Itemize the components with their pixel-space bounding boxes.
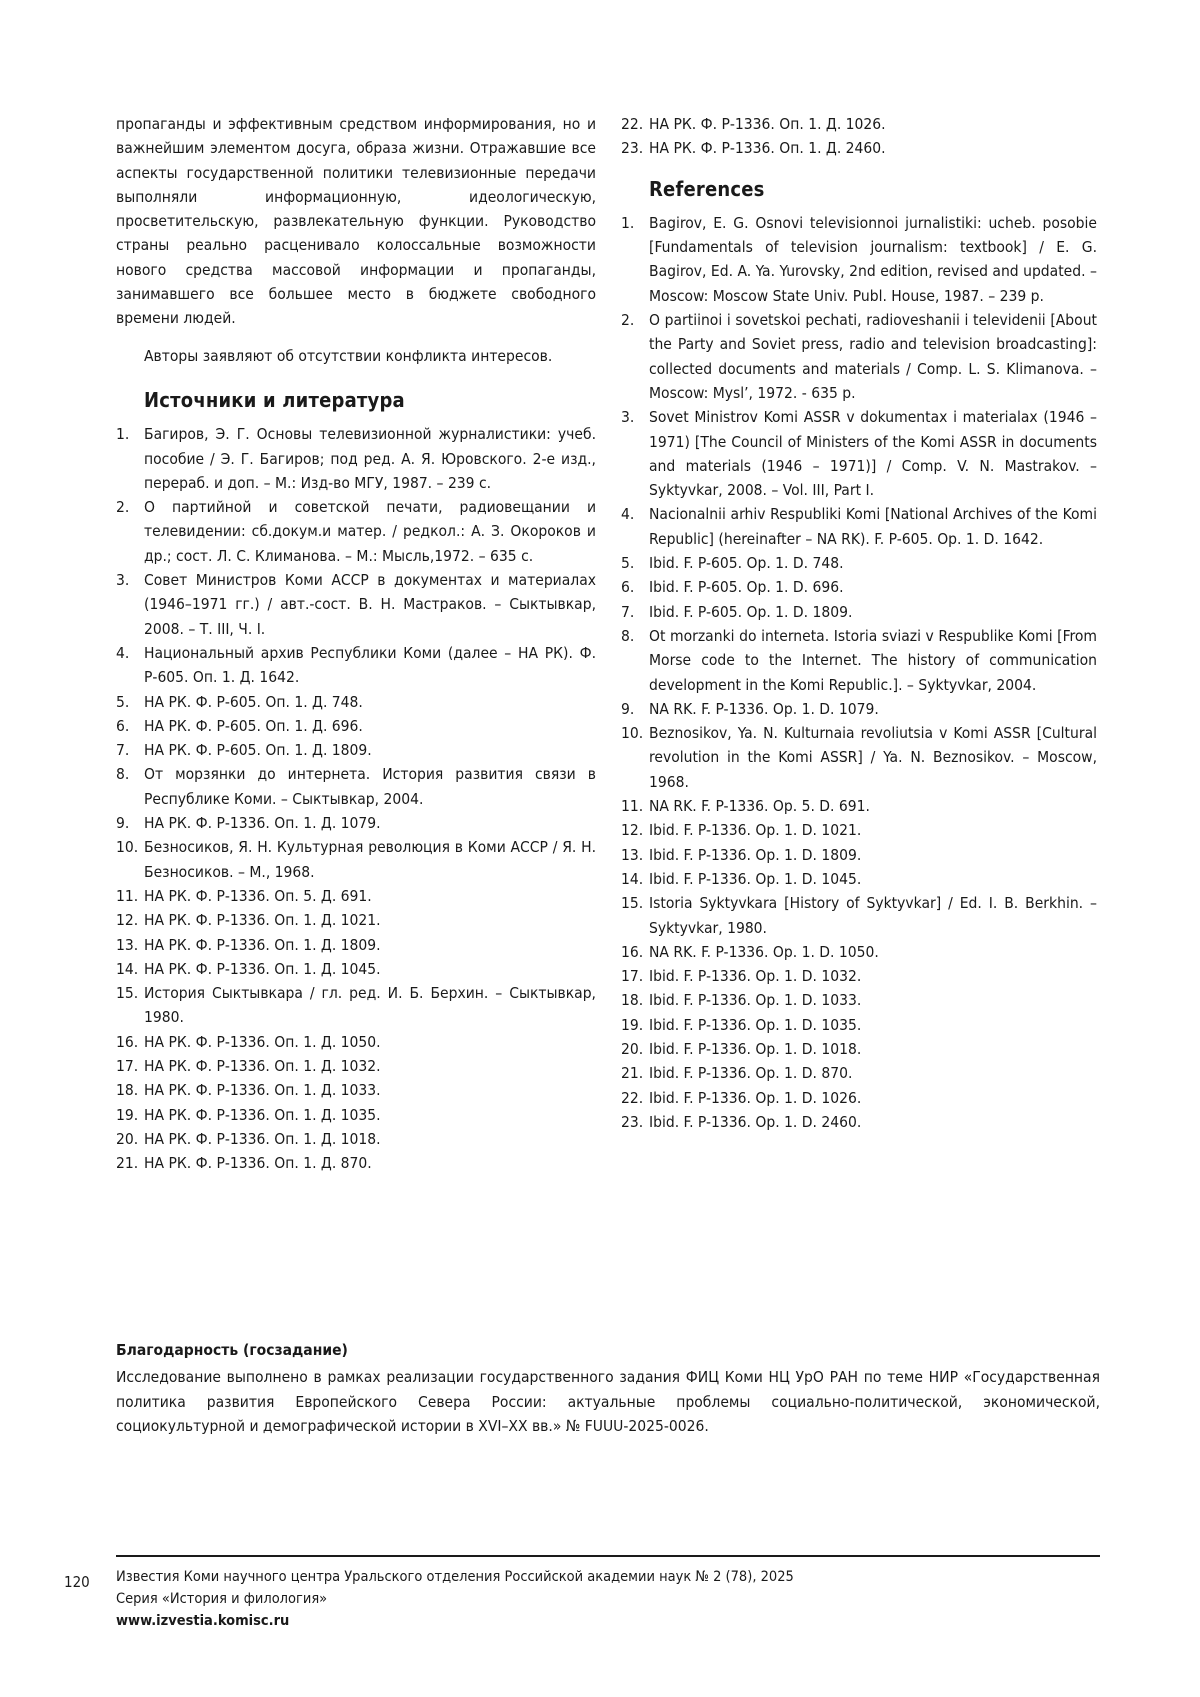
reference-item xyxy=(116,1078,596,1102)
reference-number: 9. xyxy=(621,697,634,721)
reference-text: Ot morzanki do interneta. Istoria sviazi v Respublike Komi [From Morse code to the Internet. The history of communication development in the Komi Republic.]. – Syktyvkar, 2004. xyxy=(649,627,1097,694)
reference-item xyxy=(116,957,596,981)
reference-item xyxy=(621,964,1097,988)
reference-item xyxy=(621,600,1097,624)
reference-text: O partiinoi i sovetskoi pechati, radioveshanii i televidenii [About the Party and Soviet press, radio and television broadcasting]: collected documents and materials / Comp. L. S. Klimanova. – Moscow: Mysl’, 1972. - 635 p. xyxy=(649,311,1097,402)
reference-number: 4. xyxy=(621,502,634,526)
conflict-of-interest-note: Авторы заявляют об отсутствии конфликта интересов. xyxy=(144,344,596,368)
reference-text: Ibid. F. P-1336. Op. 1. D. 1033. xyxy=(649,991,861,1009)
reference-item xyxy=(621,721,1097,794)
reference-text: НА РК. Ф. Р-1336. Оп. 1. Д. 1018. xyxy=(144,1130,381,1148)
reference-number: 7. xyxy=(621,600,634,624)
acknowledgment-text: Исследование выполнено в рамках реализации государственного задания ФИЦ Коми НЦ УрО РАН по теме НИР «Государственная политика развития Европейского Севера России: актуальные проблемы социально-политической, экономической, социокультурной и демографической истории в XVI–XX вв.» № FUUU-2025-0026. xyxy=(116,1365,1100,1438)
reference-item xyxy=(116,1054,596,1078)
references-list xyxy=(621,211,1097,1134)
reference-number: 5. xyxy=(116,690,129,714)
reference-item xyxy=(116,811,596,835)
reference-text: НА РК. Ф. Р-1336. Оп. 1. Д. 1079. xyxy=(144,814,381,832)
reference-item xyxy=(621,1086,1097,1110)
reference-item xyxy=(621,794,1097,818)
references-heading: References xyxy=(649,177,1097,201)
reference-text: НА РК. Ф. Р-605. Оп. 1. Д. 748. xyxy=(144,693,363,711)
reference-item xyxy=(621,405,1097,502)
reference-number: 19. xyxy=(116,1103,138,1127)
reference-item xyxy=(116,1103,596,1127)
reference-number: 17. xyxy=(621,964,643,988)
reference-item xyxy=(621,624,1097,697)
series-title: Серия «История и филология» xyxy=(116,1588,794,1610)
reference-item xyxy=(621,551,1097,575)
sources-list-continued xyxy=(621,112,1097,161)
reference-item xyxy=(116,738,596,762)
reference-text: Istoria Syktyvkara [History of Syktyvkar] / Ed. I. B. Berkhin. – Syktyvkar, 1980. xyxy=(649,894,1097,936)
reference-number: 3. xyxy=(621,405,634,429)
reference-item xyxy=(116,762,596,811)
reference-item xyxy=(116,714,596,738)
reference-text: НА РК. Ф. Р-1336. Оп. 1. Д. 1809. xyxy=(144,936,381,954)
reference-number: 12. xyxy=(116,908,138,932)
reference-text: Ibid. F. P-1336. Op. 1. D. 870. xyxy=(649,1064,852,1082)
reference-text: Ibid. F. P-1336. Op. 1. D. 1018. xyxy=(649,1040,861,1058)
reference-text: Ibid. F. P-1336. Op. 1. D. 1035. xyxy=(649,1016,861,1034)
reference-text: НА РК. Ф. Р-605. Оп. 1. Д. 696. xyxy=(144,717,363,735)
reference-number: 10. xyxy=(621,721,643,745)
reference-number: 8. xyxy=(621,624,634,648)
reference-item xyxy=(621,112,1097,136)
reference-number: 15. xyxy=(621,891,643,915)
reference-item xyxy=(621,1037,1097,1061)
reference-text: НА РК. Ф. Р-1336. Оп. 1. Д. 1032. xyxy=(144,1057,381,1075)
reference-number: 13. xyxy=(116,933,138,957)
reference-number: 12. xyxy=(621,818,643,842)
reference-text: Ibid. F. P-605. Op. 1. D. 696. xyxy=(649,578,844,596)
reference-text: НА РК. Ф. Р-1336. Оп. 1. Д. 1035. xyxy=(144,1106,381,1124)
reference-text: Sovet Ministrov Komi ASSR v dokumentax i materialax (1946 – 1971) [The Council of Ministers of the Komi ASSR in documents and materials (1946 – 1971)] / Comp. V. N. Mastrakov. – Syktyvkar, 2008. – Vol. III, Part I. xyxy=(649,408,1097,499)
reference-item xyxy=(621,1061,1097,1085)
reference-item xyxy=(621,940,1097,964)
reference-number: 17. xyxy=(116,1054,138,1078)
reference-number: 6. xyxy=(621,575,634,599)
reference-number: 14. xyxy=(621,867,643,891)
reference-item xyxy=(116,908,596,932)
reference-text: От морзянки до интернета. История развития связи в Республике Коми. – Сыктывкар, 2004. xyxy=(144,765,596,807)
reference-text: Bagirov, E. G. Osnovi televisionnoi jurnalistiki: ucheb. posobie [Fundamentals of television journalism: textbook] / E. G. Bagirov, Ed. A. Ya. Yurovsky, 2nd edition, revised and updated. – Moscow: Moscow State Univ. Publ. House, 1987. – 239 p. xyxy=(649,214,1097,305)
reference-item xyxy=(116,981,596,1030)
reference-number: 9. xyxy=(116,811,129,835)
reference-number: 21. xyxy=(116,1151,138,1175)
reference-text: Ibid. F. P-1336. Op. 1. D. 1021. xyxy=(649,821,861,839)
reference-number: 5. xyxy=(621,551,634,575)
reference-text: НА РК. Ф. Р-605. Оп. 1. Д. 1809. xyxy=(144,741,372,759)
reference-number: 1. xyxy=(621,211,634,235)
page xyxy=(0,0,1200,1697)
journal-title: Известия Коми научного центра Уральского отделения Российской академии наук № 2 (78), 2025 xyxy=(116,1566,794,1588)
reference-number: 1. xyxy=(116,422,129,446)
reference-number: 2. xyxy=(116,495,129,519)
reference-number: 22. xyxy=(621,1086,643,1110)
reference-text: Ibid. F. P-1336. Op. 1. D. 1045. xyxy=(649,870,861,888)
reference-item xyxy=(621,502,1097,551)
reference-item xyxy=(621,136,1097,160)
reference-text: NA RK. F. P-1336. Op. 5. D. 691. xyxy=(649,797,870,815)
reference-text: Ibid. F. P-605. Op. 1. D. 748. xyxy=(649,554,844,572)
reference-item xyxy=(621,697,1097,721)
reference-item xyxy=(116,495,596,568)
reference-number: 20. xyxy=(116,1127,138,1151)
reference-item xyxy=(116,884,596,908)
reference-text: Национальный архив Республики Коми (далее – НА РК). Ф. Р-605. Оп. 1. Д. 1642. xyxy=(144,644,596,686)
reference-number: 4. xyxy=(116,641,129,665)
reference-item xyxy=(116,1151,596,1175)
reference-text: Ibid. F. P-605. Op. 1. D. 1809. xyxy=(649,603,852,621)
reference-number: 21. xyxy=(621,1061,643,1085)
reference-item xyxy=(621,308,1097,405)
reference-text: Ibid. F. P-1336. Op. 1. D. 1809. xyxy=(649,846,861,864)
reference-text: Ibid. F. P-1336. Op. 1. D. 1026. xyxy=(649,1089,861,1107)
reference-text: Beznosikov, Ya. N. Kulturnaia revoliutsia v Komi ASSR [Cultural revolution in the Komi ASSR] / Ya. N. Beznosikov. – Moscow, 1968. xyxy=(649,724,1097,791)
reference-item xyxy=(116,568,596,641)
reference-text: Совет Министров Коми АССР в документах и материалах (1946–1971 гг.) / авт.-сост. В. Н. Мастраков. – Сыктывкар, 2008. – Т. III, Ч. I. xyxy=(144,571,596,638)
journal-url-link[interactable]: www.izvestia.komisc.ru xyxy=(116,1610,794,1632)
reference-text: Багиров, Э. Г. Основы телевизионной журналистики: учеб. пособие / Э. Г. Багиров; под ред. А. Я. Юровского. 2-е изд., перераб. и доп. – М.: Изд-во МГУ, 1987. – 239 с. xyxy=(144,425,596,492)
reference-number: 13. xyxy=(621,843,643,867)
reference-number: 2. xyxy=(621,308,634,332)
reference-item xyxy=(116,1127,596,1151)
reference-text: NA RK. F. P-1336. Op. 1. D. 1079. xyxy=(649,700,879,718)
reference-number: 23. xyxy=(621,136,643,160)
reference-number: 3. xyxy=(116,568,129,592)
reference-number: 7. xyxy=(116,738,129,762)
reference-text: Ibid. F. P-1336. Op. 1. D. 1032. xyxy=(649,967,861,985)
reference-item xyxy=(116,690,596,714)
reference-number: 18. xyxy=(116,1078,138,1102)
reference-item xyxy=(621,575,1097,599)
acknowledgment-section xyxy=(116,1338,1100,1438)
reference-text: НА РК. Ф. Р-1336. Оп. 1. Д. 1021. xyxy=(144,911,381,929)
reference-text: Nacionalnii arhiv Respubliki Komi [National Archives of the Komi Republic] (hereinafter – NA RK). F. P-605. Op. 1. D. 1642. xyxy=(649,505,1097,547)
reference-item xyxy=(621,1110,1097,1134)
reference-text: Ibid. F. P-1336. Op. 1. D. 2460. xyxy=(649,1113,861,1131)
reference-item xyxy=(621,211,1097,308)
reference-text: НА РК. Ф. Р-1336. Оп. 1. Д. 870. xyxy=(144,1154,372,1172)
reference-item xyxy=(621,891,1097,940)
sources-heading: Источники и литература xyxy=(144,388,596,412)
reference-text: НА РК. Ф. Р-1336. Оп. 5. Д. 691. xyxy=(144,887,372,905)
reference-number: 11. xyxy=(116,884,138,908)
reference-text: История Сыктывкара / гл. ред. И. Б. Берхин. – Сыктывкар, 1980. xyxy=(144,984,596,1026)
reference-number: 16. xyxy=(116,1030,138,1054)
reference-number: 16. xyxy=(621,940,643,964)
reference-number: 14. xyxy=(116,957,138,981)
reference-number: 10. xyxy=(116,835,138,859)
sources-list xyxy=(116,422,596,1175)
page-number: 120 xyxy=(64,1573,90,1591)
reference-text: НА РК. Ф. Р-1336. Оп. 1. Д. 1033. xyxy=(144,1081,381,1099)
reference-number: 6. xyxy=(116,714,129,738)
reference-number: 20. xyxy=(621,1037,643,1061)
reference-item xyxy=(621,1013,1097,1037)
reference-item xyxy=(116,835,596,884)
reference-text: О партийной и советской печати, радиовещании и телевидении: сб.докум.и матер. / редкол.: А. З. Окороков и др.; сост. Л. С. Климанова. – М.: Мысль,1972. – 635 с. xyxy=(144,498,596,565)
reference-text: НА РК. Ф. Р-1336. Оп. 1. Д. 1050. xyxy=(144,1033,381,1051)
reference-item xyxy=(621,988,1097,1012)
reference-text: Безносиков, Я. Н. Культурная революция в Коми АССР / Я. Н. Безносиков. – М., 1968. xyxy=(144,838,596,880)
reference-item xyxy=(621,867,1097,891)
reference-text: НА РК. Ф. Р-1336. Оп. 1. Д. 1026. xyxy=(649,115,886,133)
footer-divider xyxy=(116,1555,1100,1557)
reference-item xyxy=(116,933,596,957)
reference-number: 8. xyxy=(116,762,129,786)
reference-item xyxy=(116,1030,596,1054)
reference-number: 22. xyxy=(621,112,643,136)
reference-item xyxy=(621,818,1097,842)
acknowledgment-title: Благодарность (госзадание) xyxy=(116,1338,1100,1362)
left-column xyxy=(116,112,596,1175)
reference-item xyxy=(116,422,596,495)
reference-item xyxy=(116,641,596,690)
body-paragraph: пропаганды и эффективным средством информирования, но и важнейшим элементом досуга, образа жизни. Отражавшие все аспекты государственной политики телевизионные передачи выполняли информационную, идеологическую, просветительскую, развлекательную функции. Руководство страны реально расценивало колоссальные возможности нового средства массовой информации и пропаганды, занимавшего все большее место в бюджете свободного времени людей. xyxy=(116,112,596,331)
reference-text: НА РК. Ф. Р-1336. Оп. 1. Д. 2460. xyxy=(649,139,886,157)
reference-item xyxy=(621,843,1097,867)
reference-number: 11. xyxy=(621,794,643,818)
reference-number: 19. xyxy=(621,1013,643,1037)
reference-text: НА РК. Ф. Р-1336. Оп. 1. Д. 1045. xyxy=(144,960,381,978)
reference-number: 15. xyxy=(116,981,138,1005)
reference-number: 23. xyxy=(621,1110,643,1134)
reference-text: NA RK. F. P-1336. Op. 1. D. 1050. xyxy=(649,943,879,961)
right-column xyxy=(621,112,1097,1134)
reference-number: 18. xyxy=(621,988,643,1012)
footer xyxy=(116,1566,794,1632)
